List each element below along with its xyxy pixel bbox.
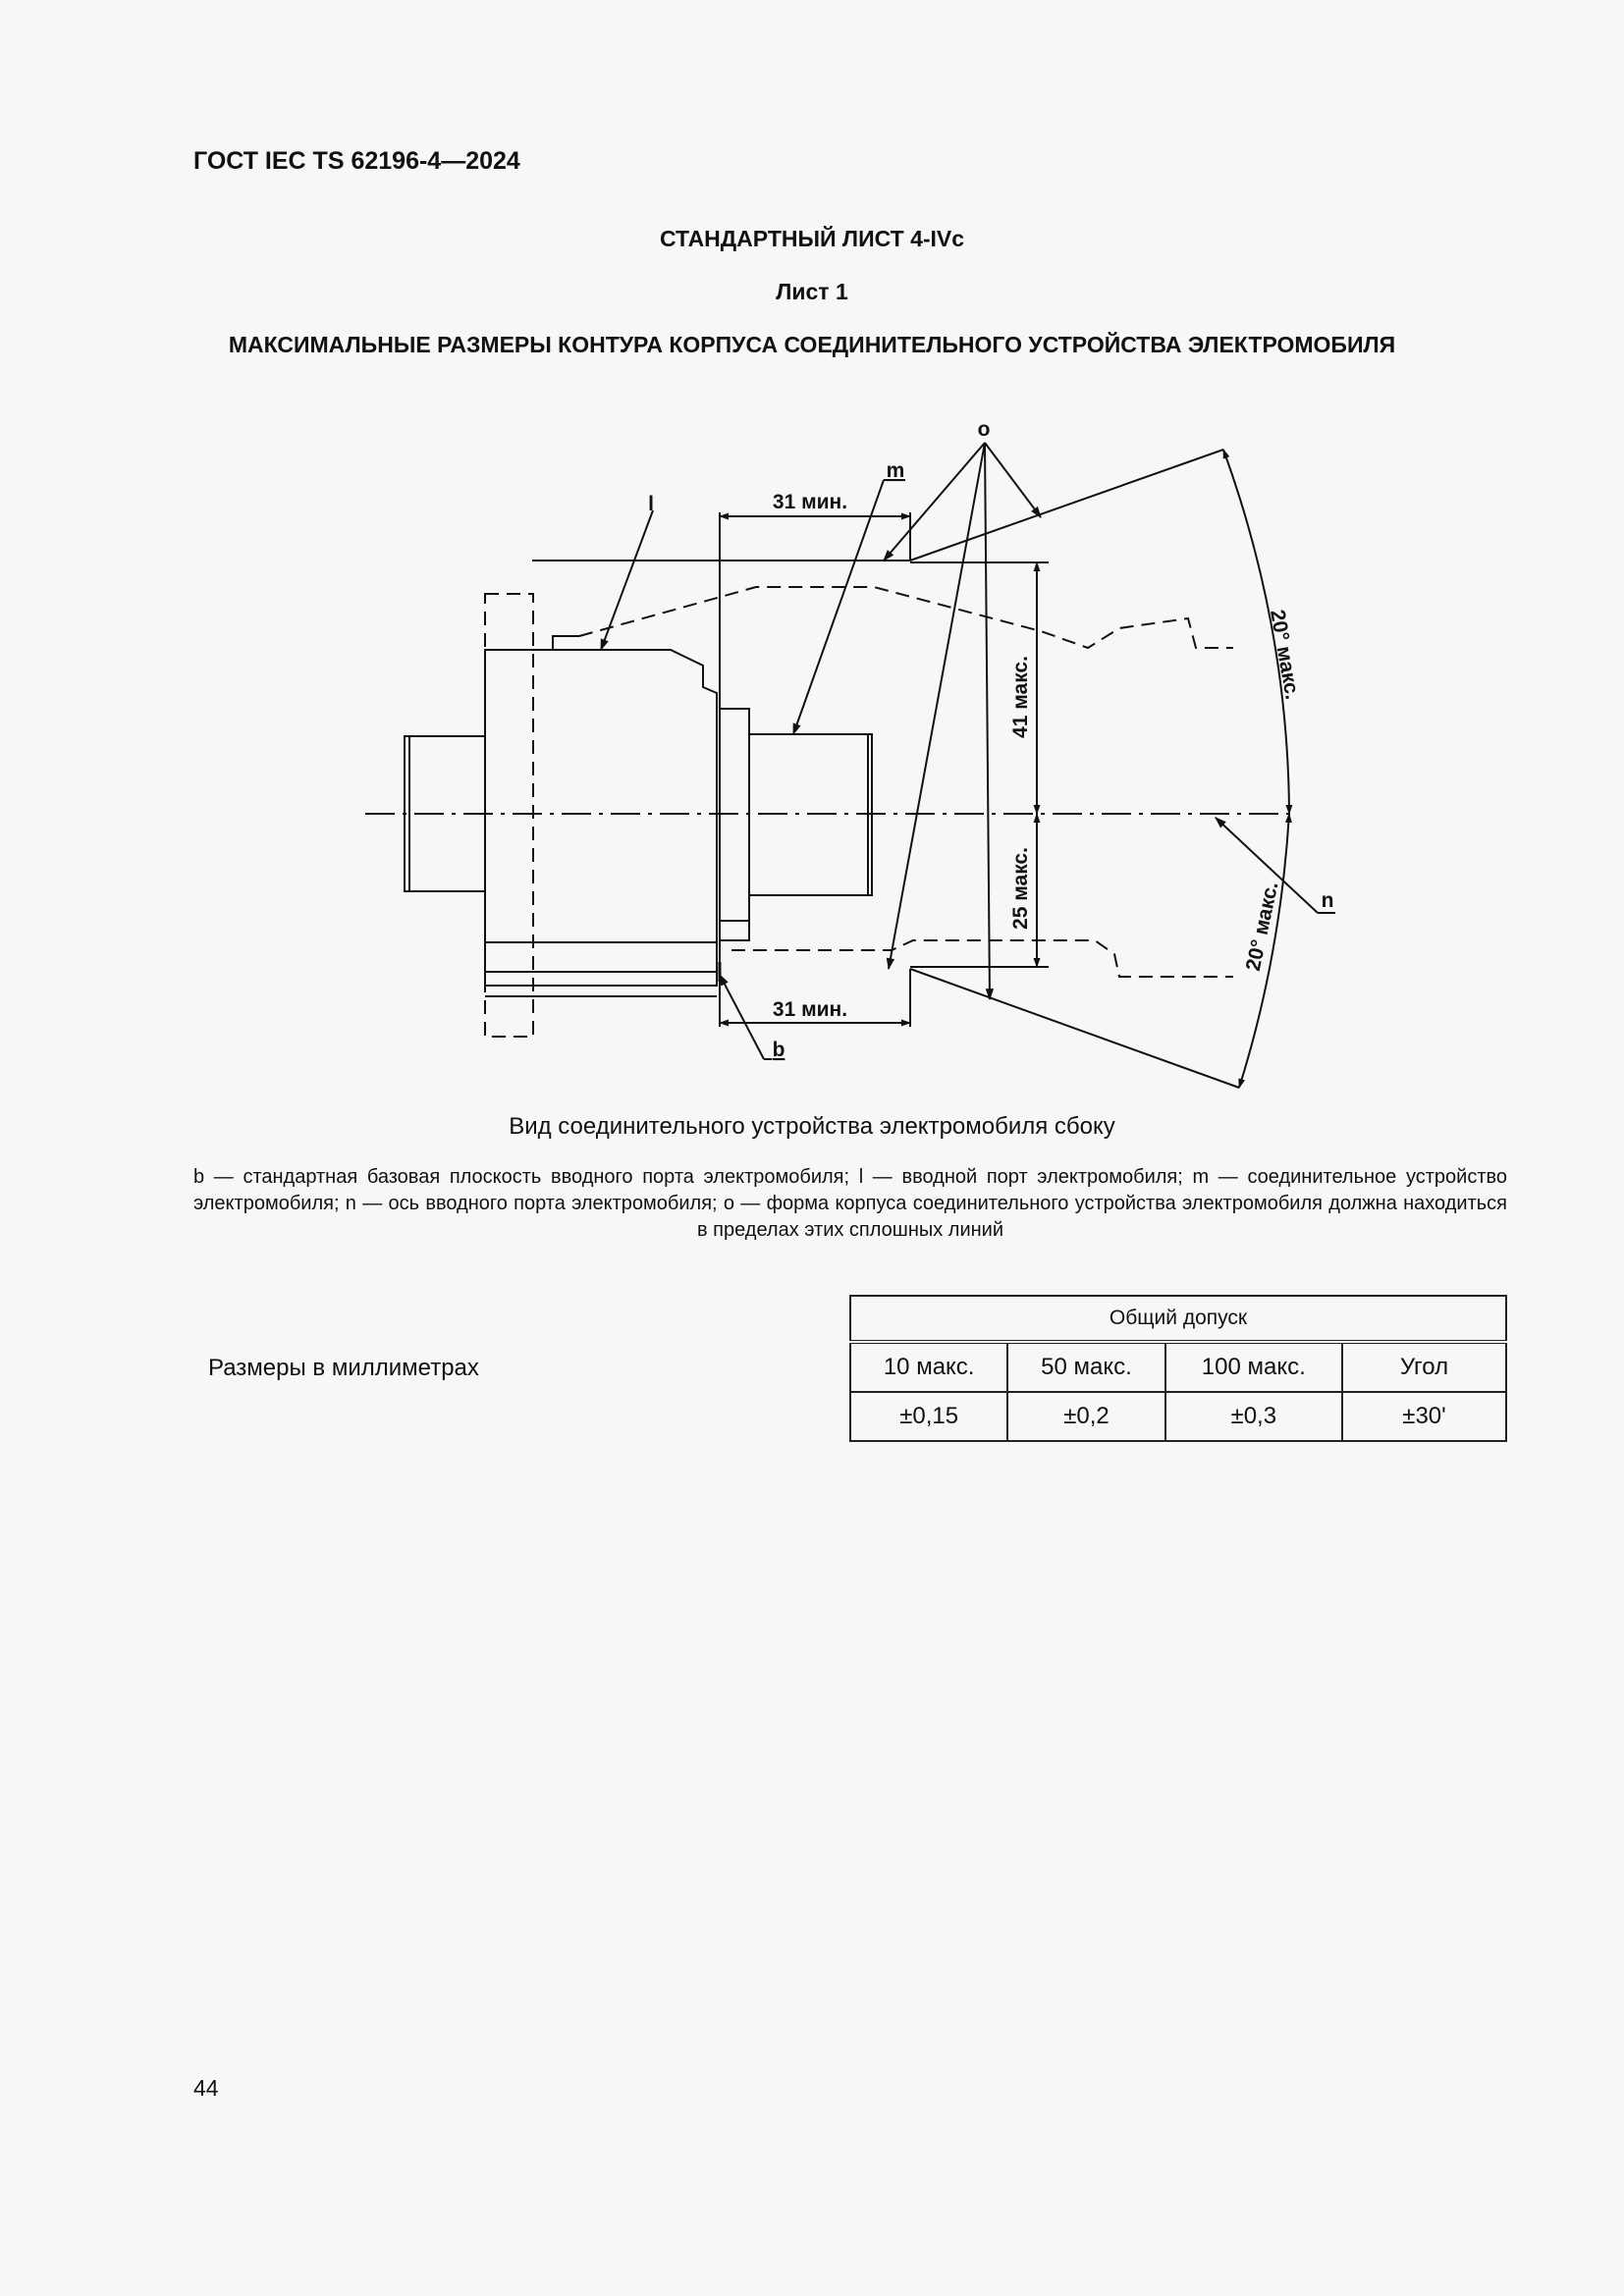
- label-b: b: [772, 1039, 785, 1061]
- contour-line-bottom: [910, 969, 1239, 1088]
- label-m: m: [886, 459, 905, 482]
- table-cell: ±0,3: [1165, 1392, 1342, 1441]
- connector-flange: [720, 709, 749, 940]
- tolerance-table: [849, 1295, 1507, 1442]
- table-header-cell: Угол: [1342, 1342, 1506, 1392]
- page-number: 44: [193, 2075, 219, 2101]
- tolerance-table-title: Общий допуск: [850, 1296, 1506, 1342]
- label-o: o: [977, 418, 991, 441]
- outline-dashed-top: [579, 587, 1233, 648]
- units-label: Размеры в миллиметрах: [208, 1355, 479, 1381]
- flange-dashed: [485, 594, 533, 1037]
- figure-caption: Вид соединительного устройства электромобиля сбоку: [509, 1113, 1115, 1140]
- label-l: l: [648, 493, 654, 515]
- table-cell: ±0,15: [850, 1392, 1007, 1441]
- table-cell: ±30': [1342, 1392, 1506, 1441]
- label-n: n: [1321, 889, 1334, 912]
- dim-top-min: 31 мин.: [772, 491, 848, 513]
- dim-angle-lower: 20° макс.: [1241, 880, 1283, 974]
- inlet-body: [485, 650, 717, 986]
- table-cell: ±0,2: [1007, 1392, 1164, 1441]
- dim-bottom-min: 31 мин.: [772, 998, 848, 1021]
- figure-legend: b — стандартная базовая плоскость вводного порта электромобиля; l — вводной порт электромобиля; m — соединительное устройство электромобиля; n — ось вводного порта электромобиля; o — форма корпуса соединительного устройства электромобиля должна находиться в пределах этих сплошных линий: [193, 1166, 1507, 1241]
- main-title: МАКСИМАЛЬНЫЕ РАЗМЕРЫ КОНТУРА КОРПУСА СОЕДИНИТЕЛЬНОГО УСТРОЙСТВА ЭЛЕКТРОМОБИЛЯ: [228, 332, 1396, 357]
- contour-line-top: [910, 450, 1223, 561]
- sheet-number: Лист 1: [776, 279, 848, 304]
- dim-lower-max: 25 макс.: [1009, 847, 1032, 930]
- outline-dashed-bottom: [731, 940, 1233, 977]
- dim-upper-max: 41 макс.: [1009, 656, 1032, 738]
- table-header-cell: 50 макс.: [1007, 1342, 1164, 1392]
- table-header-cell: 10 макс.: [850, 1342, 1007, 1392]
- standard-id: ГОСТ IEC TS 62196-4—2024: [193, 147, 520, 175]
- sheet-title: СТАНДАРТНЫЙ ЛИСТ 4-IVc: [659, 226, 965, 251]
- dim-angle-upper: 20° макс.: [1266, 608, 1304, 702]
- table-header-cell: 100 макс.: [1165, 1342, 1342, 1392]
